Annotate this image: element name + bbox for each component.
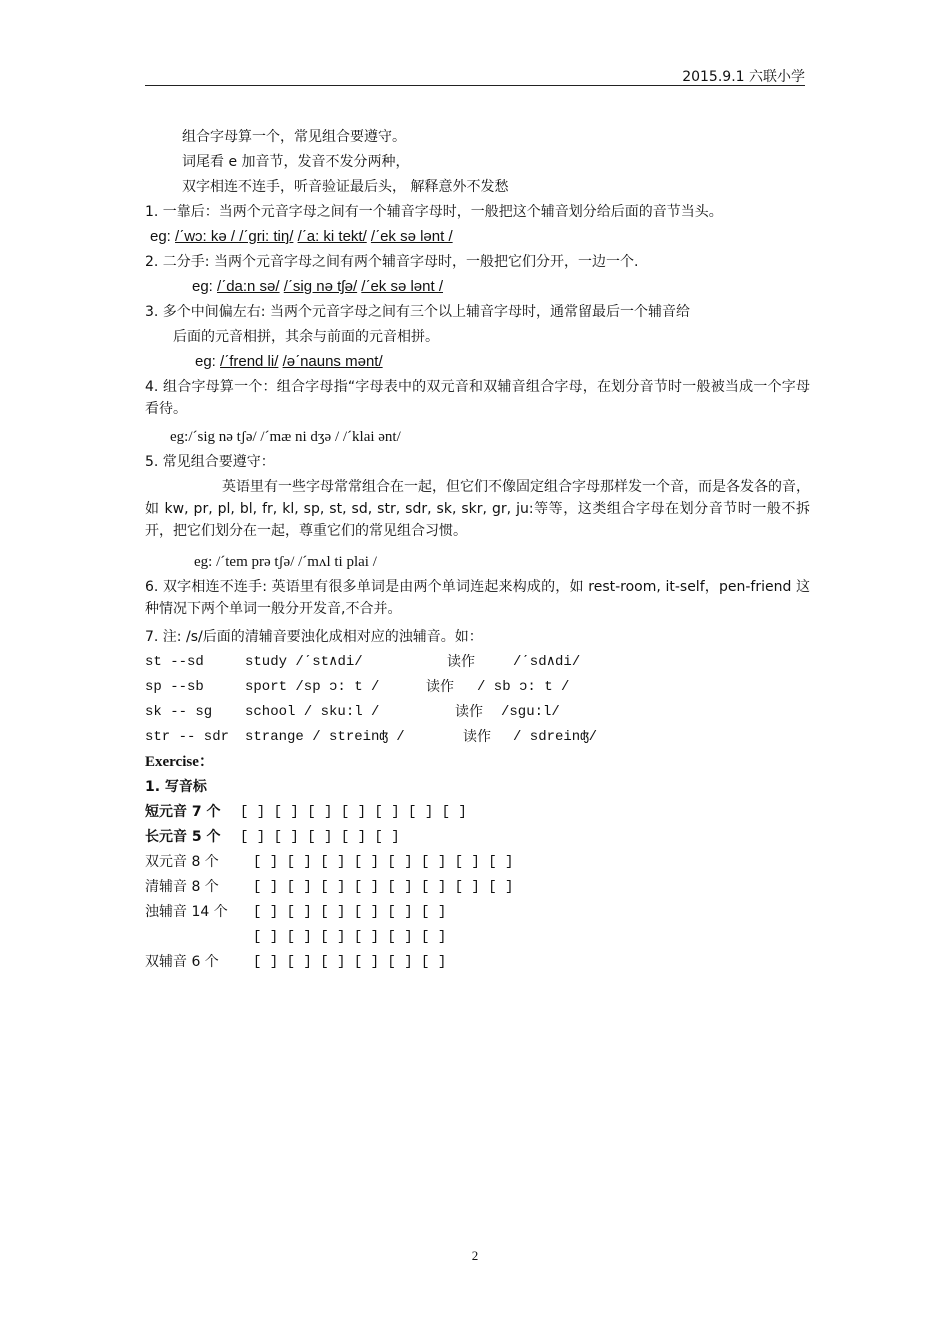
row-label: 双辅音 6 个 xyxy=(145,954,219,970)
word-cell: study /ˊst∧di/ xyxy=(245,654,363,670)
combo-cell: st --sd xyxy=(145,654,204,670)
combo-cell: sk -- sg xyxy=(145,704,213,720)
row-label: 清辅音 8 个 xyxy=(145,879,219,895)
read-as-label: 读作 xyxy=(463,729,491,745)
rule-5-example: eg: /ˊtem prə tʃə/ /ˊmʌl ti plai / xyxy=(194,554,377,570)
rule-5-title: 5. 常见组合要遵守： xyxy=(145,454,275,470)
answer-brackets[interactable]: [ ] [ ] [ ] [ ] [ ] [ ] [ ] xyxy=(240,804,467,820)
word-cell: strange / streinʤ / xyxy=(245,729,405,745)
example-word: /ˊfrend li/ xyxy=(220,353,279,370)
example-word: /ˊa: ki tekt/ xyxy=(297,228,367,245)
read-as-label: 读作 xyxy=(447,654,475,670)
word-cell: sport /sp ɔ: t / xyxy=(245,679,380,695)
exercise-row xyxy=(145,876,810,898)
header-text: 2015.9.1 六联小学 xyxy=(682,69,805,85)
rule-3-text-1: 3. 多个中间偏左右: 当两个元音字母之间有三个以上辅音字母时，通常留最后一个辅音给 xyxy=(145,304,690,320)
exercise-row xyxy=(145,826,810,848)
answer-brackets[interactable]: [ ] [ ] [ ] [ ] [ ] xyxy=(240,829,400,845)
rule-1-example xyxy=(150,226,815,248)
answer-brackets[interactable]: [ ] [ ] [ ] [ ] [ ] [ ] xyxy=(253,904,447,920)
combo-cell: str -- sdr xyxy=(145,729,230,745)
exercise-row xyxy=(145,901,810,923)
exercise-row xyxy=(145,851,810,873)
rule-7-title: 7. 注: /s/后面的清辅音要浊化成相对应的浊辅音。如： xyxy=(145,629,483,645)
result-cell: /sgu:l/ xyxy=(501,704,560,720)
rule-3-example xyxy=(195,351,860,373)
answer-brackets[interactable]: [ ] [ ] [ ] [ ] [ ] [ ] xyxy=(253,954,447,970)
result-cell: / sdreinʤ/ xyxy=(513,729,598,745)
answer-brackets[interactable]: [ ] [ ] [ ] [ ] [ ] [ ] [ ] [ ] xyxy=(253,879,514,895)
row-label: 浊辅音 14 个 xyxy=(145,904,228,920)
answer-brackets[interactable]: [ ] [ ] [ ] [ ] [ ] [ ] xyxy=(253,929,447,945)
example-word: /ˊda:n sə/ xyxy=(217,278,280,295)
rule-2-text: 2. 二分手: 当两个元音字母之间有两个辅音字母时，一般把它们分开，一边一个. xyxy=(145,254,639,270)
exercise-row xyxy=(145,951,810,973)
row-label: 短元音 7 个 xyxy=(145,804,221,820)
combo-cell: sp --sb xyxy=(145,679,204,695)
example-word: /ˊek sə lənt / xyxy=(361,278,443,295)
eg-label: eg: xyxy=(195,353,216,370)
rule-2-example xyxy=(192,276,857,298)
read-as-label: 读作 xyxy=(426,679,454,695)
exercise-title: Exercise： xyxy=(145,754,214,770)
exercise-row xyxy=(145,801,810,823)
example-word: /əˊnauns mənt/ xyxy=(282,353,383,370)
rule-line-2: 词尾看 e 加音节，发音不发分两种， xyxy=(182,154,410,170)
row-label: 双元音 8 个 xyxy=(145,854,219,870)
rule-4-example: eg:/ˊsig nə tʃə/ /ˊmæ ni dʒə / /ˊklai ənt/ xyxy=(170,429,401,445)
row-label: 长元音 5 个 xyxy=(145,829,221,845)
eg-label: eg: xyxy=(192,278,213,295)
read-as-label: 读作 xyxy=(455,704,483,720)
word-cell: school / sku:l / xyxy=(245,704,380,720)
answer-brackets[interactable]: [ ] [ ] [ ] [ ] [ ] [ ] [ ] [ ] xyxy=(253,854,514,870)
rule-1-text: 1. 一靠后：当两个元音字母之间有一个辅音字母时，一般把这个辅音划分给后面的音节当头。 xyxy=(145,204,723,220)
example-word: /ˊek sə lənt / xyxy=(370,228,453,245)
result-cell: /ˊsd∧di/ xyxy=(513,654,581,670)
eg-label: eg: xyxy=(150,228,171,245)
rule-6-text: 6. 双字相连不连手: 英语里有很多单词是由两个单词连起来构成的，如 rest-room, it-self，pen-friend 这种情况下两个单词一般分开发音,不合并。 xyxy=(145,579,810,617)
rule-3-text-2: 后面的元音相拼，其余与前面的元音相拼。 xyxy=(173,329,439,345)
exercise-subtitle: 1. 写音标 xyxy=(145,779,207,795)
example-word: /ˊwɔ: kə / /ˊgri: tiŋ/ xyxy=(175,228,294,245)
rule-4-text: 4. 组合字母算一个：组合字母指“字母表中的双元音和双辅音组合字母，在划分音节时一般被当成一个字母看待。 xyxy=(145,379,810,417)
page-header xyxy=(145,64,805,86)
rule-5-text: 英语里有一些字母常常组合在一起，但它们不像固定组合字母那样发一个音，而是各发各的音，如 kw, pr, pl, bl, fr, kl, sp, st, sd, str, sdr, sk, skr, gr, ju:等等，这类组合字母在划分音节时一般不拆开，把它们划分在一起，尊重它们的常见组合习惯。 xyxy=(145,479,810,539)
rule-line-3: 双字相连不连手，听音验证最后头， 解释意外不发愁 xyxy=(182,179,509,195)
rule-line-1: 组合字母算一个，常见组合要遵守。 xyxy=(182,129,406,145)
result-cell: / sb ɔ: t / xyxy=(477,679,570,695)
example-word: /ˊsig nə tʃə/ xyxy=(283,278,358,295)
page-number: 2 xyxy=(471,1248,479,1263)
